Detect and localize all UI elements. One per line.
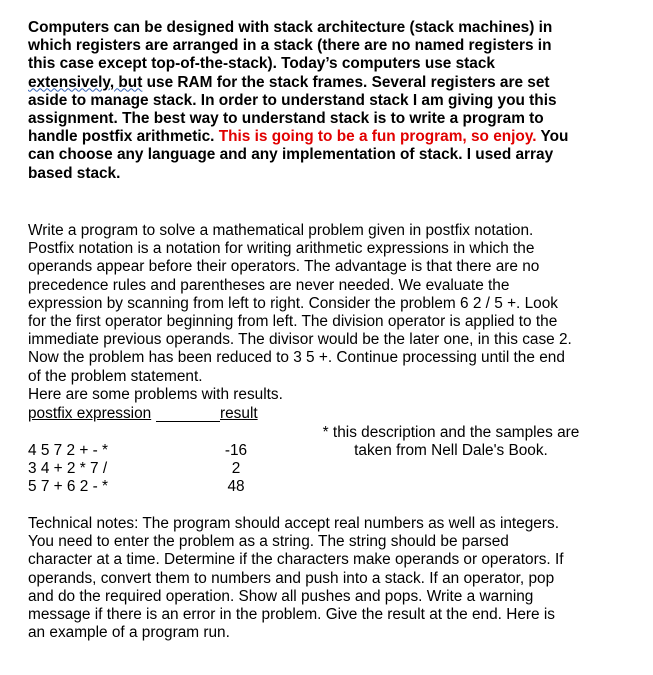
table-row-result: -16: [224, 442, 248, 459]
highlighted-red-sentence: This is going to be a fun program, so enjoy.: [218, 128, 537, 146]
intro-line-3: this case except top-of-the-stack). Today’s computers use stack: [28, 55, 495, 73]
intro-line-1: Computers can be designed with stack architecture (stack machines) in: [28, 19, 553, 36]
description-line: precedence rules and parentheses are never needed. We evaluate the: [28, 276, 510, 294]
table-row-expression: 5 7 + 6 2 - *: [28, 478, 108, 495]
technical-line: operands, convert them to numbers and push into a stack. If an operator, pop: [28, 569, 555, 587]
intro-line-7-end: You: [536, 128, 569, 146]
technical-line: message if there is an error in the problem. Give the result at the end. Here is: [28, 606, 555, 624]
intro-paragraph: [28, 19, 613, 183]
source-note: [306, 424, 596, 460]
table-row-result: 48: [227, 478, 245, 495]
description-line: Write a program to solve a mathematical problem given in postfix notation.: [28, 222, 534, 239]
intro-line-6: assignment. The best way to understand stack is to write a program to: [28, 110, 544, 128]
table-header-expression: postfix expression: [28, 405, 152, 422]
description-line: Postfix notation is a notation for writing arithmetic expressions in which the: [28, 240, 535, 258]
intro-line-9: based stack.: [28, 164, 121, 182]
table-row-expression: 4 5 7 2 + - *: [28, 442, 108, 459]
description-line: of the problem statement.: [28, 367, 203, 385]
technical-line: character at a time. Determine if the characters make operands or operators. If: [28, 551, 564, 569]
header-underline-rule: [156, 421, 220, 422]
intro-line-5: aside to manage stack. In order to understand stack I am giving you this: [28, 91, 557, 109]
description-line: Here are some problems with results.: [28, 385, 283, 403]
description-line: immediate previous operands. The divisor would be the later one, in this case 2.: [28, 331, 572, 349]
technical-line: an example of a program run.: [28, 624, 230, 642]
table-row-result: 2: [231, 460, 241, 477]
technical-line: You need to enter the problem as a string. The string should be parsed: [28, 533, 509, 551]
spellcheck-underlined-text: extensively, but: [28, 73, 143, 91]
source-note-line-2: taken from Nell Dale's Book.: [354, 442, 548, 459]
technical-line: Technical notes: The program should accept real numbers as well as integers.: [28, 515, 559, 532]
table-header-result: result: [220, 405, 258, 422]
table-row-expression: 3 4 + 2 * 7 /: [28, 460, 108, 477]
intro-line-2: which registers are arranged in a stack (there are no named registers in: [28, 37, 552, 55]
intro-line-7-start: handle postfix arithmetic.: [28, 128, 219, 146]
description-line: Now the problem has been reduced to 3 5 +. Continue processing until the end: [28, 349, 565, 367]
technical-line: and do the required operation. Show all pushes and pops. Write a warning: [28, 587, 534, 605]
intro-line-8: can choose any language and any implementation of stack. I used array: [28, 146, 554, 164]
intro-line-4-rest: use RAM for the stack frames. Several registers are set: [142, 73, 550, 91]
intro-line-7: [28, 128, 613, 146]
source-note-line-1: * this description and the samples are: [322, 424, 580, 441]
description-paragraph: [28, 222, 628, 404]
description-line: for the first operator beginning from left. The division operator is applied to the: [28, 313, 558, 331]
intro-line-4: [28, 74, 613, 92]
description-line: expression by scanning from left to right. Consider the problem 6 2 / 5 +. Look: [28, 294, 558, 312]
technical-notes-paragraph: [28, 515, 628, 642]
description-line: operands appear before their operators. The advantage is that there are no: [28, 258, 540, 276]
